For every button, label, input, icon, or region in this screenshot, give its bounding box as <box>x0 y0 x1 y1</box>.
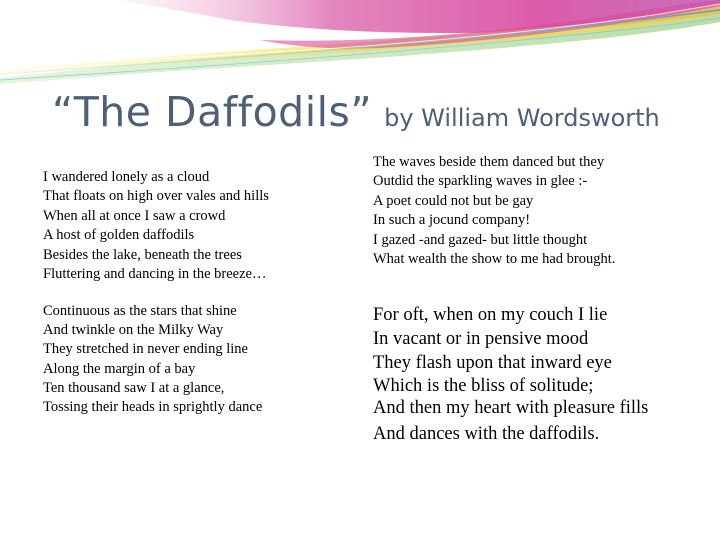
poem-line: Besides the lake, beneath the trees <box>43 246 242 263</box>
poem-line: Which is the bliss of solitude; <box>373 376 594 397</box>
poem-line: I wandered lonely as a cloud <box>43 169 210 185</box>
poem-line: The waves beside them danced but they <box>373 154 605 170</box>
stanza-1 <box>43 168 269 284</box>
poem-line: I gazed -and gazed- but little thought <box>373 231 588 248</box>
title-text: “The Daffodils” <box>52 88 373 136</box>
poem-line: Along the margin of a bay <box>43 360 196 377</box>
poem-line: What wealth the show to me had brought. <box>373 251 616 268</box>
author-byline: by William Wordsworth <box>384 104 660 132</box>
stanza-4 <box>373 304 673 447</box>
header-swoosh-decoration <box>0 0 720 100</box>
poem-line: Fluttering and dancing in the breeze… <box>43 266 267 283</box>
poem-line: For oft, when on my couch I lie <box>373 305 608 325</box>
poem-line: They stretched in never ending line <box>43 341 248 358</box>
poem-line: Tossing their heads in sprightly dance <box>43 399 263 416</box>
poem-line: Outdid the sparkling waves in glee :- <box>373 173 588 190</box>
poem-line: Ten thousand saw I at a glance, <box>43 379 225 396</box>
poem-line: They flash upon that inward eye <box>373 352 612 373</box>
poem-line: In such a jocund company! <box>373 212 531 229</box>
slide-title <box>52 88 660 136</box>
stanza-2 <box>373 153 615 269</box>
poem-line: A host of golden daffodils <box>43 227 195 244</box>
poem-line: That floats on high over vales and hills <box>43 188 269 205</box>
poem-line: A poet could not but be gay <box>373 192 534 209</box>
poem-line: And dances with the daffodils. <box>373 424 600 445</box>
poem-line: Continuous as the stars that shine <box>43 303 237 319</box>
poem-line: And twinkle on the Milky Way <box>43 322 224 339</box>
poem-line: When all at once I saw a crowd <box>43 207 226 224</box>
poem-line: In vacant or in pensive mood <box>373 328 589 349</box>
stanza-3 <box>43 302 262 417</box>
poem-line: And then my heart with pleasure fills <box>373 398 649 419</box>
